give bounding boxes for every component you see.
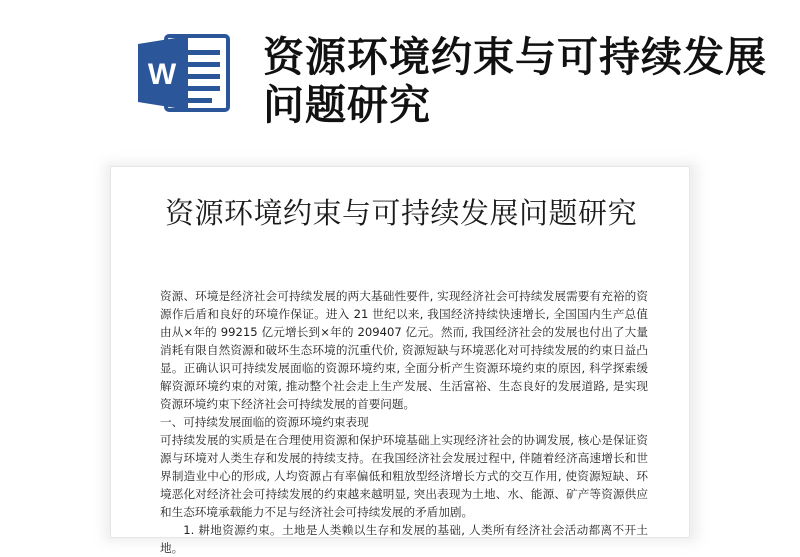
paragraph: 1. 耕地资源约束。土地是人类赖以生存和发展的基础, 人类所有经济社会活动都离不开土地。 xyxy=(160,523,648,555)
page-title: 资源环境约束与可持续发展问题研究 xyxy=(263,33,767,129)
paragraph: 可持续发展的实质是在合理使用资源和保护环境基础上实现经济社会的协调发展, 核心是保证资源与环境对人类生存和发展的持续支持。在我国经济社会发展过程中, 伴随着经济高速增长和世界制造业中心的形成, 人均资源占有率偏低和粗放型经济增长方式的交互作用, 使资源短缺、环境恶化对经济社会可持续发展的约束越来越明显, 突出表现为土地、水、能源、矿产等资源供应和生态环境承载能力不足与经济社会可持续发展的矛盾加剧。 xyxy=(160,433,648,519)
word-document-icon xyxy=(136,34,232,112)
document-page xyxy=(110,166,690,555)
section-heading: 一、可持续发展面临的资源环境约束表现 xyxy=(160,415,369,429)
header xyxy=(0,0,800,150)
document-title: 资源环境约束与可持续发展问题研究 xyxy=(164,196,637,230)
word-icon-letter: W xyxy=(147,58,177,91)
paragraph: 资源、环境是经济社会可持续发展的两大基础性要件, 实现经济社会可持续发展需要有充裕的资源作后盾和良好的环境作保证。进入 21 世纪以来, 我国经济持续快速增长, 全国国内生产总值由从×年的 99215 亿元增长到×年的 209407 亿元。然而, 我国经济社会的发展也付出了大量消耗有限自然资源和破坏生态环境的沉重代价, 资源短缺与环境恶化对可持续发展的约束日益凸显。正确认识可持续发展面临的资源环境约束, 全面分析产生资源环境约束的原因, 科学探索缓解资源环境约束的对策, 推动整个社会走上生产发展、生活富裕、生态良好的发展道路, 是实现资源环境约束下经济社会可持续发展的首要问题。 xyxy=(160,289,648,411)
document-body xyxy=(160,287,648,557)
